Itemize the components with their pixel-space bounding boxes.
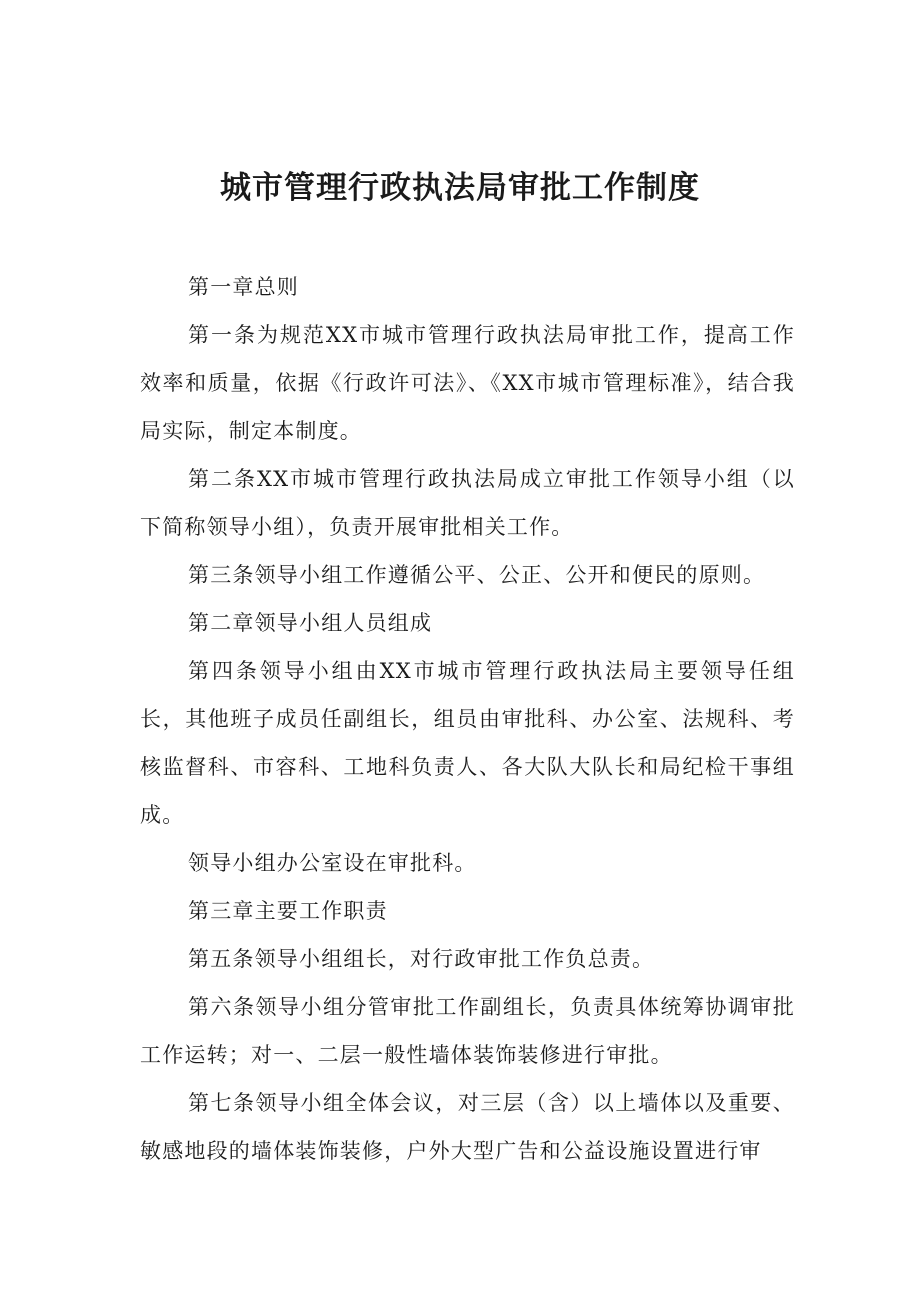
office-note: 领导小组办公室设在审批科。 <box>188 851 477 875</box>
article-6: 第六条领导小组分管审批工作副组长，负责具体统筹协调审批工作运转；对一、二层一般性墙体装饰装修进行审批。 <box>140 995 795 1067</box>
document-body <box>140 263 795 1175</box>
article-7: 第七条领导小组全体会议，对三层（含）以上墙体以及重要、敏感地段的墙体装饰装修，户外大型广告和公益设施设置进行审 <box>140 1091 795 1163</box>
article-2: 第二条XX市城市管理行政执法局成立审批工作领导小组（以下简称领导小组），负责开展审批相关工作。 <box>140 467 795 539</box>
document-title: 城市管理行政执法局审批工作制度 <box>220 170 700 206</box>
article-4: 第四条领导小组由XX市城市管理行政执法局主要领导任组长，其他班子成员任副组长，组员由审批科、办公室、法规科、考核监督科、市容科、工地科负责人、各大队大队长和局纪检干事组成。 <box>140 659 795 827</box>
article-1: 第一条为规范XX市城市管理行政执法局审批工作，提高工作效率和质量，依据《行政许可法》、《XX市城市管理标准》，结合我局实际，制定本制度。 <box>140 323 795 443</box>
article-3: 第三条领导小组工作遵循公平、公正、公开和便民的原则。 <box>188 563 766 587</box>
chapter-heading-2: 第二章领导小组人员组成 <box>188 611 433 635</box>
chapter-heading-3: 第三章主要工作职责 <box>188 899 388 923</box>
chapter-heading-1: 第一章总则 <box>188 275 299 299</box>
article-5: 第五条领导小组组长，对行政审批工作负总责。 <box>188 947 655 971</box>
